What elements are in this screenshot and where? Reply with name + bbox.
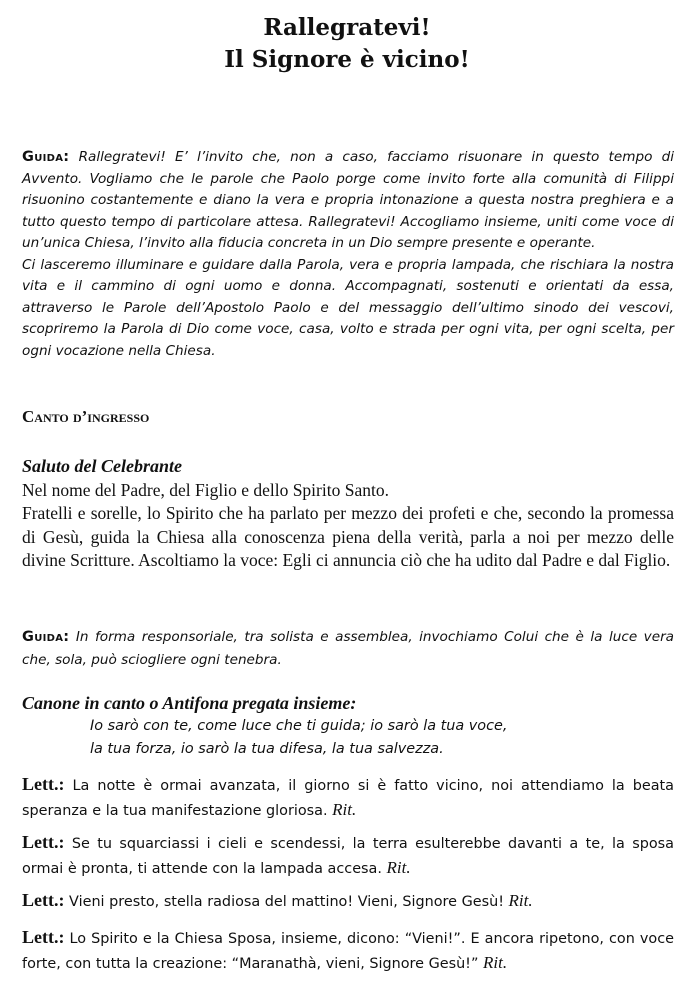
antifona-line-1: Io sarò con te, come luce che ti guida; io sarò la tua voce, <box>90 718 508 734</box>
guida-2-text: In forma responsoriale, tra solista e assemblea, invochiamo Colui che è la luce vera che, sola, può sciogliere ogni tenebra. <box>22 629 674 668</box>
canone-heading: Canone in canto o Antifona pregata insieme: <box>22 693 357 713</box>
lettura-4-text: Lo Spirito e la Chiesa Sposa, insieme, dicono: “Vieni!”. E ancora ripetono, con voce forte, con tutta la creazione: “Maranathà, vieni, Signore Gesù!” <box>22 931 674 972</box>
lettura-4 <box>22 925 674 976</box>
saluto-section <box>22 455 674 573</box>
lettura-1-label: Lett.: <box>22 774 65 794</box>
page-title <box>0 12 694 76</box>
guida-2 <box>22 626 674 672</box>
lettura-3 <box>22 888 674 914</box>
antifona-line-2: la tua forza, io sarò la tua difesa, la tua salvezza. <box>90 741 444 757</box>
lettura-3-rit: Rit. <box>508 891 533 910</box>
canto-ingresso-heading: Canto d’ingresso <box>22 407 150 426</box>
guida-label: Guida: <box>22 149 70 165</box>
lettura-2-rit: Rit. <box>386 858 411 877</box>
guida-intro-text-1: Rallegratevi! E’ l’invito che, non a caso, facciamo risuonare in questo tempo di Avvento. Vogliamo che le parole che Paolo porge come invito forte alla comunità di Filippi risuonino costantemente e diano la vera e propria intonazione a questa nostra preghiera e a tutto questo tempo di particolare attesa. Rallegratevi! Accogliamo insieme, uniti come voce di un’unica Chiesa, l’invito alla fiducia concreta in un Dio sempre presente e operante. <box>22 149 674 251</box>
saluto-line-1: Nel nome del Padre, del Figlio e dello Spirito Santo. <box>22 479 389 500</box>
guida-intro-paragraph-2: Ci lasceremo illuminare e guidare dalla Parola, vera e propria lampada, che rischiara la nostra vita e il cammino di ogni uomo e donna. Accompagnati, sostenuti e orientati da essa, attraverso le Parole dell’Apostolo Paolo e del messaggio dell’ultimo sinodo dei vescovi, scopriremo la Parola di Dio come voce, casa, volto e strada per ogni vita, per ogni scelta, per ogni vocazione nella Chiesa. <box>22 256 674 359</box>
lettura-3-label: Lett.: <box>22 890 65 910</box>
lettura-2 <box>22 830 674 881</box>
lettura-2-text: Se tu squarciassi i cieli e scendessi, la terra esulterebbe davanti a te, la sposa ormai è pronta, ti attende con la lampada accesa. <box>22 836 674 877</box>
title-line-1: Rallegratevi! <box>263 14 431 41</box>
lettura-4-rit: Rit. <box>483 953 508 972</box>
lettura-1 <box>22 772 674 823</box>
guida-intro <box>22 147 674 362</box>
guida-intro-paragraph-1 <box>22 147 674 255</box>
guida-2-label: Guida: <box>22 629 70 645</box>
canone-section <box>22 692 674 761</box>
lettura-1-rit: Rit. <box>332 800 357 819</box>
title-line-2: Il Signore è vicino! <box>224 46 470 73</box>
lettura-1-text: La notte è ormai avanzata, il giorno si è fatto vicino, noi attendiamo la beata speranza e la tua manifestazione gloriosa. <box>22 778 674 819</box>
lettura-2-label: Lett.: <box>22 832 65 852</box>
lettura-3-text: Vieni presto, stella radiosa del mattino! Vieni, Signore Gesù! <box>64 894 509 910</box>
lettura-4-label: Lett.: <box>22 927 65 947</box>
saluto-line-2: Fratelli e sorelle, lo Spirito che ha parlato per mezzo dei profeti e che, secondo la promessa di Gesù, guida la Chiesa alla conoscenza piena della verità, parla a noi per mezzo delle divine Scritture. Ascoltiamo la voce: Egli ci annuncia ciò che ha udito dal Padre e dal Figlio. <box>22 503 674 570</box>
saluto-heading: Saluto del Celebrante <box>22 456 183 476</box>
